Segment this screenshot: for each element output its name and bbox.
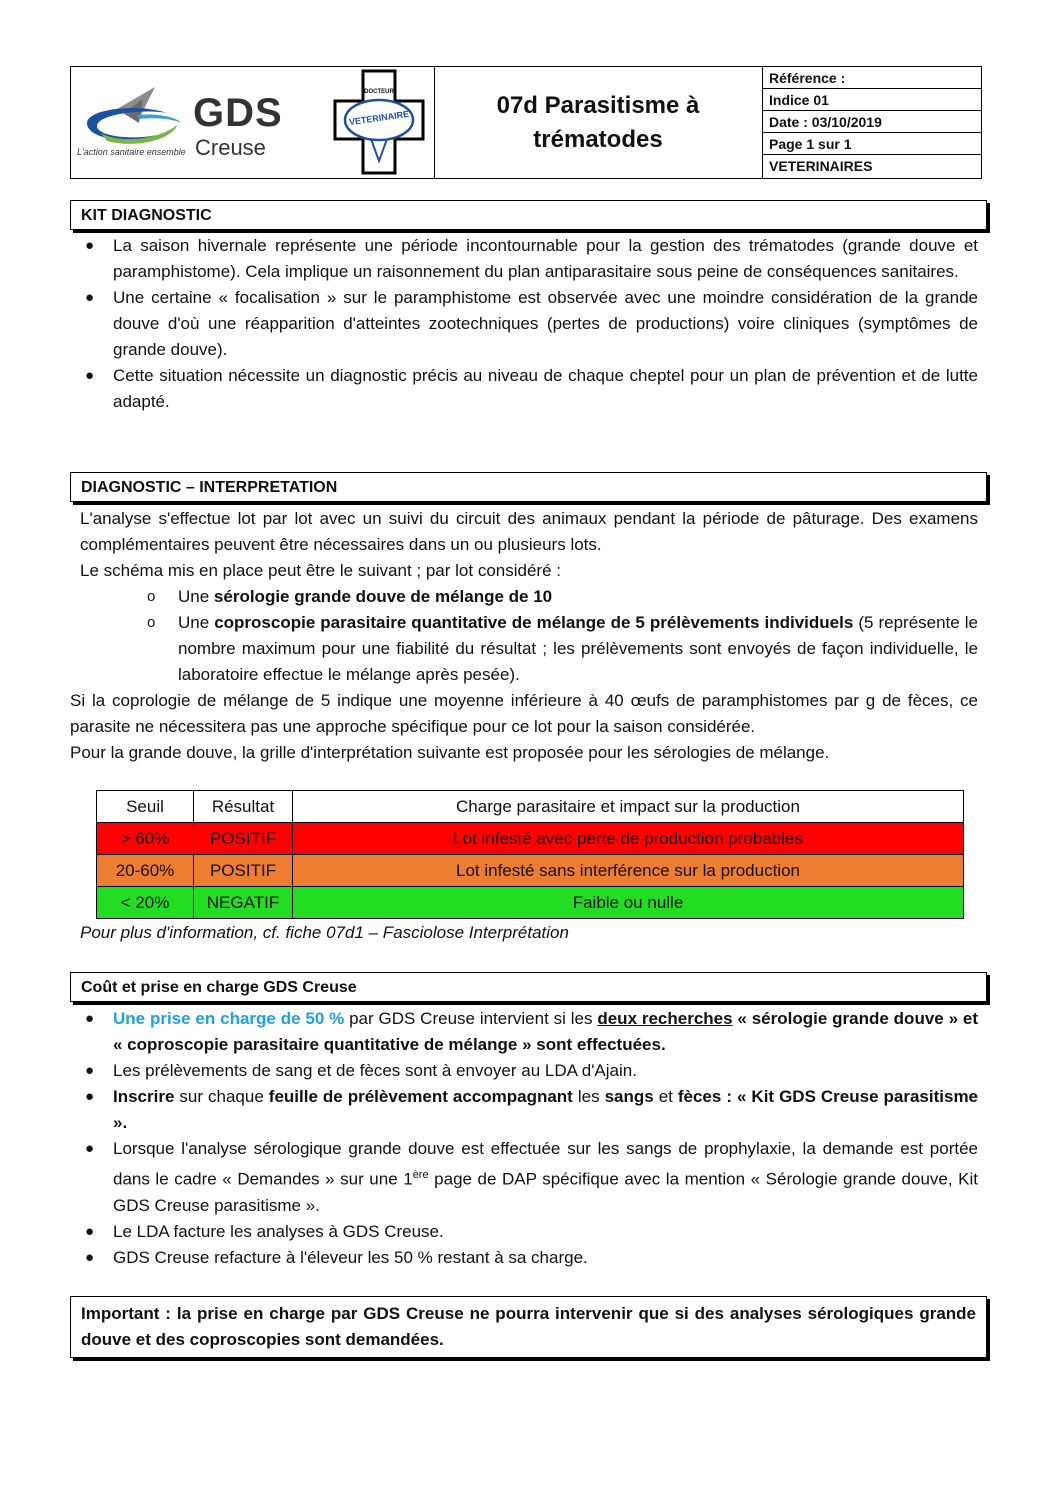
- bullet-icon: ●: [85, 1248, 95, 1266]
- meta-reference: Référence :: [763, 67, 981, 89]
- bullet-icon: ●: [85, 1088, 95, 1105]
- diagnostic-schema: Le schéma mis en place peut être le suivant ; par lot considéré :: [80, 561, 561, 580]
- interpretation-table: [96, 790, 964, 919]
- logo-cell: [71, 67, 435, 178]
- cout-bullet-list: [70, 1006, 978, 1271]
- badge-top-text: DOCTEUR: [364, 89, 394, 95]
- section-heading-kit: KIT DIAGNOSTIC: [70, 200, 987, 230]
- title-line-1: 07d Parasitisme à: [496, 91, 700, 119]
- circle-bullet-icon: o: [147, 588, 156, 605]
- list-item: ● La saison hivernale représente une période incontournable pour la gestion des trématodes (grande douve et paramphistome). Cela implique un raisonnement du plan antiparasitaire sous peine de conséquences sanitaires.: [70, 233, 978, 285]
- logo-name: GDS: [193, 91, 283, 135]
- meta-page: Page 1 sur 1: [763, 133, 981, 155]
- document-header: [70, 66, 982, 179]
- table-row: < 20% NEGATIF Faible ou nulle: [97, 887, 964, 919]
- list-item: o Une sérologie grande douve de mélange de 10: [70, 584, 978, 610]
- diagnostic-body: [70, 506, 978, 766]
- list-item: o Une coproscopie parasitaire quantitative de mélange de 5 prélèvements individuels (5 représente le nombre maximum pour une fiabilité du résultat ; les prélèvements sont envoyés de façon individuelle, le laboratoire effectue le mélange après pesée).: [70, 610, 978, 688]
- circle-bullet-icon: o: [147, 614, 156, 631]
- section-heading-diagnostic: DIAGNOSTIC – INTERPRETATION: [70, 472, 987, 502]
- table-row: 20-60% POSITIF Lot infesté sans interférence sur la production: [97, 855, 964, 887]
- meta-indice: Indice 01: [763, 89, 981, 111]
- document-title: [434, 67, 763, 178]
- more-info-note: Pour plus d'information, cf. fiche 07d1 – Fasciolose Interprétation: [80, 923, 569, 942]
- list-item: ● Une prise en charge de 50 % par GDS Creuse intervient si les deux recherches « sérologie grande douve » et « coproscopie parasitaire quantitative de mélange » sont effectuées.: [70, 1006, 978, 1058]
- list-item: ● Lorsque l'analyse sérologique grande douve est effectuée sur les sangs de prophylaxie, la demande est portée dans le cadre « Demandes » sur une 1ère page de DAP spécifique avec la mention « Sérologie grande douve, Kit GDS Creuse parasitisme ».: [70, 1136, 978, 1219]
- schema-sub-list: [70, 584, 978, 688]
- table-header-cell: Seuil: [97, 791, 194, 823]
- list-item: ● Les prélèvements de sang et de fèces sont à envoyer au LDA d'Ajain.: [70, 1058, 978, 1084]
- bullet-icon: ●: [85, 1010, 95, 1027]
- bullet-icon: ●: [85, 367, 95, 384]
- list-item: ● GDS Creuse refacture à l'éleveur les 50 % restant à sa charge.: [70, 1245, 978, 1271]
- section-heading-cout: Coût et prise en charge GDS Creuse: [70, 972, 987, 1002]
- veterinaire-badge: [333, 69, 425, 175]
- coprologie-paragraph: Si la coprologie de mélange de 5 indique une moyenne inférieure à 40 œufs de paramphistomes par g de fèces, ce parasite ne nécessitera pas une approche spécifique pour ce lot pour la saison considérée.: [70, 691, 978, 736]
- bullet-icon: ●: [85, 1062, 95, 1079]
- meta-audience: VETERINAIRES: [769, 158, 873, 174]
- list-item: ● Une certaine « focalisation » sur le paramphistome est observée avec une moindre considération de la grande douve d'où une réapparition d'atteintes zootechniques (pertes de productions) voire cliniques (symptômes de grande douve).: [70, 285, 978, 363]
- list-item: ● Cette situation nécessite un diagnostic précis au niveau de chaque cheptel pour un plan de prévention et de lutte adapté.: [70, 363, 978, 415]
- bullet-icon: ●: [85, 289, 95, 306]
- bullet-icon: ●: [85, 1140, 95, 1157]
- logo-tagline: L'action sanitaire ensemble: [77, 147, 186, 157]
- important-notice: Important : la prise en charge par GDS Creuse ne pourra intervenir que si des analyses sérologiques grande douve et des coproscopies sont demandées.: [70, 1296, 987, 1358]
- list-item: ● Le LDA facture les analyses à GDS Creuse.: [70, 1219, 978, 1245]
- table-header-cell: Charge parasitaire et impact sur la production: [293, 791, 964, 823]
- title-line-2: trématodes: [533, 125, 663, 153]
- kit-bullet-list: [70, 233, 978, 415]
- table-header-cell: Résultat: [194, 791, 293, 823]
- meta-date: Date : 03/10/2019: [763, 111, 981, 133]
- logo-subname: Creuse: [195, 135, 266, 160]
- diagnostic-intro: L'analyse s'effectue lot par lot avec un suivi du circuit des animaux pendant la période de pâturage. Des examens complémentaires peuvent être nécessaires dans un ou plusieurs lots.: [80, 509, 978, 554]
- table-header-row: [97, 791, 964, 823]
- bullet-icon: ●: [85, 237, 95, 254]
- badge-main-text: VETERINAIRE: [348, 108, 410, 128]
- grille-paragraph: Pour la grande douve, la grille d'interprétation suivante est proposée pour les sérologies de mélange.: [70, 743, 830, 762]
- gds-logo-icon: [77, 79, 189, 151]
- table-row: > 60% POSITIF Lot infesté avec perte de production probables: [97, 823, 964, 855]
- bullet-icon: ●: [85, 1222, 95, 1240]
- list-item: ● Inscrire sur chaque feuille de prélèvement accompagnant les sangs et fèces : « Kit GDS Creuse parasitisme ».: [70, 1084, 978, 1136]
